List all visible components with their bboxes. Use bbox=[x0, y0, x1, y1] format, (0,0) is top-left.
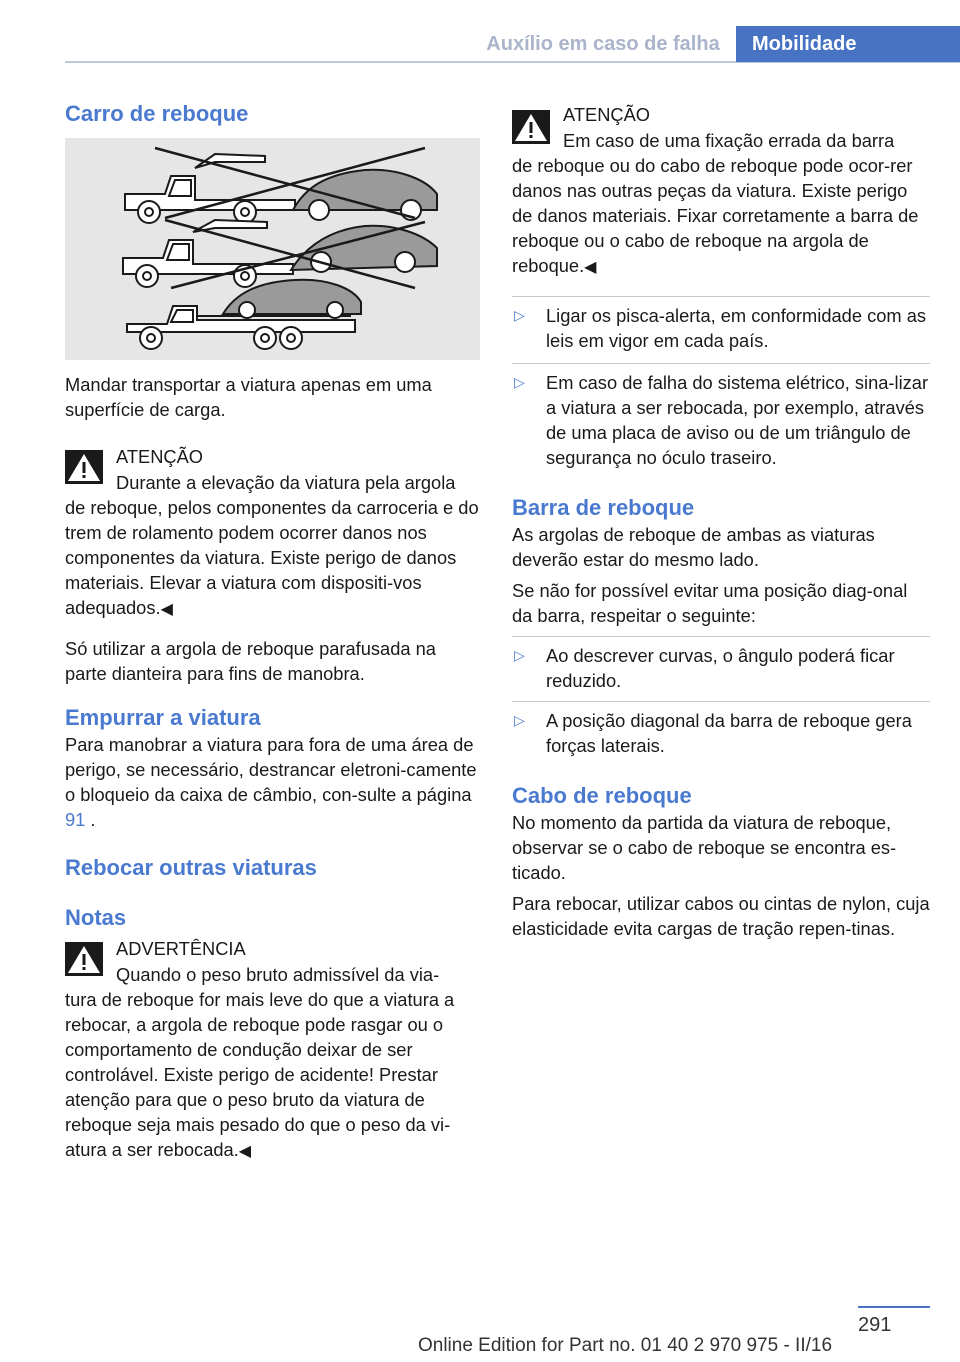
heading-notes: Notas bbox=[65, 905, 127, 930]
end-mark: ◀ bbox=[160, 601, 173, 618]
paragraph-push-suffix: . bbox=[85, 809, 96, 830]
heading-tow-others: Rebocar outras viaturas bbox=[65, 855, 317, 880]
list-item-text: Ligar os pisca-alerta, em conformidade com as leis em vigor em cada país. bbox=[546, 305, 927, 351]
bullet-list-1 bbox=[512, 296, 930, 470]
paragraph-push bbox=[65, 732, 480, 832]
warning-1-body bbox=[65, 470, 480, 622]
warning-block-2 bbox=[65, 936, 480, 1164]
header-section-title: Auxílio em caso de falha bbox=[486, 33, 720, 55]
bullet-triangle-icon: ▷ bbox=[514, 712, 525, 728]
bullet-triangle-icon: ▷ bbox=[514, 647, 525, 663]
bullet-triangle-icon: ▷ bbox=[514, 374, 525, 390]
warning-2-text: tura de reboque for mais leve do que a viatura a rebocar, a argola de reboque pode rasgar ou o comportamento de condução deixar de ser controlável. Existe perigo de acidente! Prestar atenção para que o peso bruto da viatura de reboque seja mais pesado do que o peso da vi-atura a ser rebocada. bbox=[65, 989, 455, 1160]
warning-1-line1: Durante a elevação da viatura pela argola bbox=[116, 472, 456, 493]
list-item bbox=[512, 363, 930, 470]
heading-tow-bar: Barra de reboque bbox=[512, 495, 695, 520]
paragraph-push-text: Para manobrar a viatura para fora de uma área de perigo, se necessário, destrancar eletroni-camente o bloqueio da caixa de câmbio, con-sulte a página bbox=[65, 734, 477, 805]
end-mark: ◀ bbox=[584, 259, 597, 276]
heading-push-vehicle: Empurrar a viatura bbox=[65, 705, 261, 730]
heading-tow-vehicle: Carro de reboque bbox=[65, 101, 249, 126]
warning-2-title: ADVERTÊNCIA bbox=[116, 938, 246, 959]
tow-truck-drawing bbox=[65, 138, 480, 360]
list-item-text: A posição diagonal da barra de reboque gera forças laterais. bbox=[546, 710, 912, 756]
footer-rule bbox=[858, 1306, 930, 1308]
warning-triangle-icon bbox=[65, 450, 103, 484]
warning-2-body bbox=[65, 962, 480, 1164]
page-reference-link[interactable]: 91 bbox=[65, 809, 86, 830]
paragraph-bar-1: As argolas de reboque de ambas as viaturas deverão estar do mesmo lado. bbox=[512, 524, 875, 570]
list-item bbox=[512, 636, 930, 701]
paragraph-rope-1: No momento da partida da viatura de reboque, observar se o cabo de reboque se encontra es-ticado. bbox=[512, 812, 897, 883]
bullet-list-2 bbox=[512, 636, 930, 758]
warning-triangle-icon bbox=[65, 942, 103, 976]
header-chapter-tab: Mobilidade bbox=[736, 26, 960, 62]
left-column bbox=[65, 100, 480, 1164]
warning-triangle-icon bbox=[512, 110, 550, 144]
warning-block-3 bbox=[512, 102, 930, 280]
heading-tow-rope: Cabo de reboque bbox=[512, 783, 692, 808]
warning-2-line1: Quando o peso bruto admissível da via- bbox=[116, 964, 440, 985]
warning-3-title: ATENÇÃO bbox=[563, 104, 651, 125]
paragraph-rope-2: Para rebocar, utilizar cabos ou cintas de nylon, cuja elasticidade evita cargas de tração repen-tinas. bbox=[512, 893, 930, 939]
page-number: 291 bbox=[858, 1314, 892, 1336]
tow-truck-illustration bbox=[65, 138, 480, 360]
paragraph-transport: Mandar transportar a viatura apenas em uma superfície de carga. bbox=[65, 374, 432, 420]
warning-1-text: de reboque, pelos componentes da carroceria e do trem de rolamento podem ocorrer danos nos componentes da viatura. Existe perigo de danos materiais. Elevar a viatura com dispositi-vos adequados. bbox=[65, 497, 479, 618]
paragraph-bar-2: Se não for possível evitar uma posição diag-onal da barra, respeitar o seguinte: bbox=[512, 580, 908, 626]
warning-1-title: ATENÇÃO bbox=[116, 446, 204, 467]
warning-3-text: de reboque ou do cabo de reboque pode ocor-rer danos nas outras peças da viatura. Existe perigo de danos materiais. Fixar corretamente a barra de reboque ou o cabo de reboque na argola de reboque. bbox=[512, 155, 919, 276]
list-item bbox=[512, 296, 930, 363]
paragraph-tow-eye: Só utilizar a argola de reboque parafusada na parte dianteira para fins de manobra. bbox=[65, 638, 436, 684]
bullet-triangle-icon: ▷ bbox=[514, 307, 525, 323]
warning-3-body bbox=[512, 128, 930, 280]
footer-edition bbox=[0, 1335, 960, 1357]
list-item-text: Em caso de falha do sistema elétrico, sina-lizar a viatura a ser rebocada, por exemplo, através de uma placa de aviso ou de um triângulo de segurança no óculo traseiro. bbox=[546, 372, 929, 468]
right-column bbox=[512, 102, 930, 941]
warning-block-1 bbox=[65, 444, 480, 622]
list-item-text: Ao descrever curvas, o ângulo poderá ficar reduzido. bbox=[546, 645, 895, 691]
footer-edition-text: Online Edition for Part no. 01 40 2 970 975 - II/16 bbox=[417, 1335, 833, 1356]
warning-3-line1: Em caso de uma fixação errada da barra bbox=[563, 130, 895, 151]
end-mark: ◀ bbox=[238, 1143, 252, 1160]
list-item bbox=[512, 701, 930, 758]
